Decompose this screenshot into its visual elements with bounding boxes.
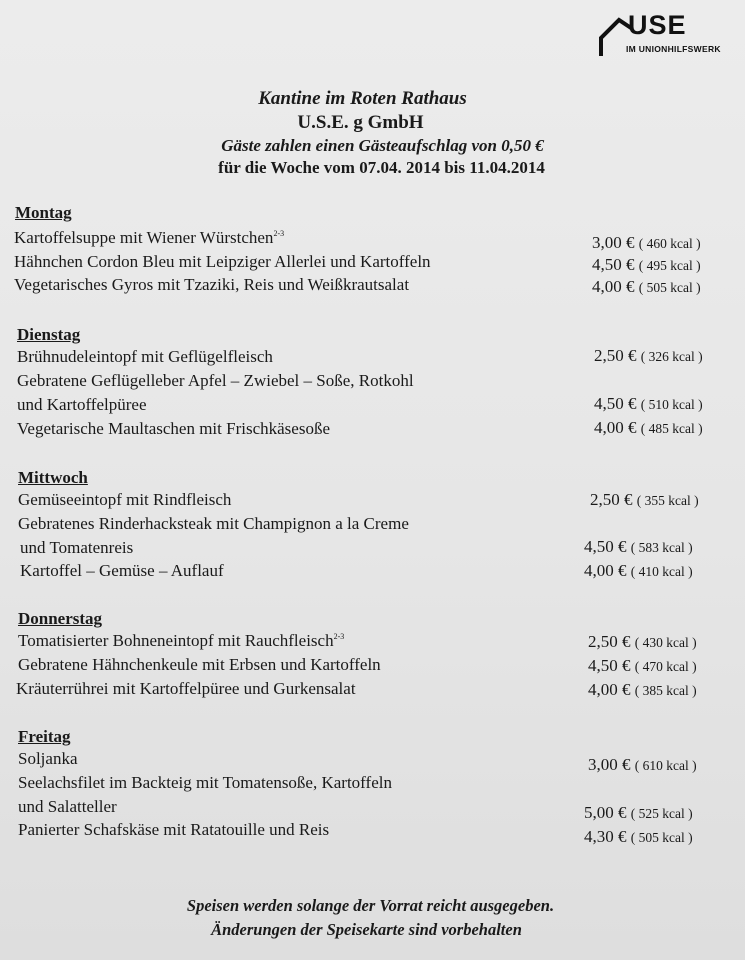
- menu-price: 4,00 € ( 505 kcal ): [592, 277, 701, 296]
- menu-price: 4,50 € ( 510 kcal ): [594, 394, 703, 413]
- day-heading-friday: Freitag: [18, 727, 71, 746]
- menu-item: Kräuterrührei mit Kartoffelpüree und Gurkensalat: [16, 679, 356, 698]
- menu-item: Soljanka: [18, 749, 78, 768]
- menu-item: Vegetarische Maultaschen mit Frischkäsesoße: [17, 419, 330, 438]
- menu-price: 3,00 € ( 610 kcal ): [588, 755, 697, 774]
- menu-price: 3,00 € ( 460 kcal ): [592, 233, 701, 252]
- day-heading-tuesday: Dienstag: [17, 325, 81, 344]
- menu-item: Gebratene Geflügelleber Apfel – Zwiebel – Soße, Rotkohl: [17, 371, 414, 390]
- logo-brand: USE: [628, 10, 687, 40]
- footer-availability-note: Speisen werden solange der Vorrat reicht ausgegeben.: [186, 896, 555, 915]
- menu-price: 4,50 € ( 495 kcal ): [592, 255, 701, 274]
- menu-item: Kartoffel – Gemüse – Auflauf: [20, 561, 224, 580]
- menu-price: 2,50 € ( 430 kcal ): [588, 632, 697, 651]
- menu-price: 5,00 € ( 525 kcal ): [584, 803, 693, 822]
- menu-price: 4,30 € ( 505 kcal ): [584, 827, 693, 846]
- day-heading-wednesday: Mittwoch: [18, 468, 88, 487]
- menu-item: Gebratenes Rinderhacksteak mit Champignon a la Creme: [18, 514, 409, 533]
- day-heading-monday: Montag: [15, 203, 72, 222]
- menu-item: und Kartoffelpüree: [17, 395, 147, 414]
- footnote-marker: 2-3: [273, 229, 285, 238]
- footnote-marker: 2-3: [333, 632, 345, 641]
- week-range: für die Woche vom 07.04. 2014 bis 11.04.2014: [218, 158, 545, 177]
- company-name: U.S.E. g GmbH: [297, 112, 424, 133]
- menu-price: 4,50 € ( 583 kcal ): [584, 537, 693, 556]
- logo-subtitle: IM UNIONHILFSWERK: [626, 44, 721, 54]
- menu-item: Kartoffelsuppe mit Wiener Würstchen$^{2-3}$: [14, 228, 285, 247]
- menu-item: Seelachsfilet im Backteig mit Tomatensoße, Kartoffeln: [18, 773, 392, 792]
- menu-item: Brühnudeleintopf mit Geflügelfleisch: [17, 347, 273, 366]
- menu-item: Panierter Schafskäse mit Ratatouille und Reis: [18, 820, 330, 839]
- menu-price: 2,50 € ( 355 kcal ): [590, 490, 699, 509]
- menu-item: und Tomatenreis: [20, 538, 134, 557]
- menu-item: und Salatteller: [18, 797, 117, 816]
- menu-price: 4,50 € ( 470 kcal ): [588, 656, 697, 675]
- use-logo: [598, 10, 743, 60]
- menu-item: Tomatisierter Bohneneintopf mit Rauchfleisch$^{2-3}$: [18, 631, 345, 650]
- menu-price: 2,50 € ( 326 kcal ): [594, 346, 703, 365]
- day-heading-thursday: Donnerstag: [18, 609, 103, 628]
- menu-price: 4,00 € ( 410 kcal ): [584, 561, 693, 580]
- menu-item: Vegetarisches Gyros mit Tzaziki, Reis und Weißkrautsalat: [14, 275, 410, 294]
- menu-price: 4,00 € ( 485 kcal ): [594, 418, 703, 437]
- canteen-title: Kantine im Roten Rathaus: [258, 88, 467, 109]
- guest-surcharge: Gäste zahlen einen Gästeaufschlag von 0,50 €: [221, 136, 544, 155]
- footer-changes-note: Änderungen der Speisekarte sind vorbehalten: [211, 920, 522, 939]
- menu-price: 4,00 € ( 385 kcal ): [588, 680, 697, 699]
- menu-item: Gemüseeintopf mit Rindfleisch: [18, 490, 232, 509]
- menu-item: Hähnchen Cordon Bleu mit Leipziger Allerlei und Kartoffeln: [14, 252, 431, 271]
- menu-item: Gebratene Hähnchenkeule mit Erbsen und Kartoffeln: [18, 655, 381, 674]
